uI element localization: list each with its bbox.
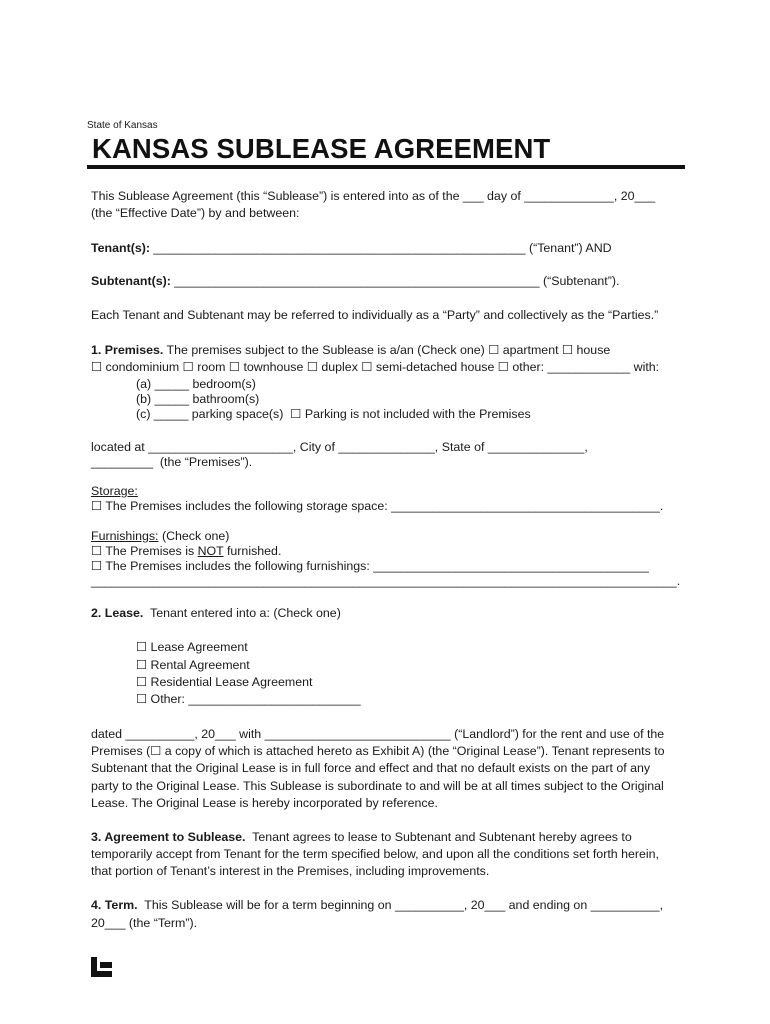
premises-line-1-text: The premises subject to the Sublease is a/an (Check one) ☐ apartment ☐ house (163, 343, 611, 357)
premises-heading: 1. Premises. (91, 343, 164, 357)
party-sentence: Each Tenant and Subtenant may be referred to individually as a “Party” and collectively as the “Parties.” (91, 308, 659, 322)
tenant-label: Tenant(s): (91, 241, 150, 255)
premises-item-c: (c) _____ parking space(s) ☐ Parking is not included with the Premises (136, 407, 531, 421)
storage-label: Storage: (91, 484, 138, 498)
intro-line-2: (the “Effective Date”) by and between: (91, 206, 300, 220)
lease-option: ☐ Residential Lease Agreement (136, 675, 313, 689)
lease-para-line: Lease. The Original Lease is hereby incorporated by reference. (91, 796, 438, 810)
located-line-2: _________ (the “Premises”). (91, 455, 253, 469)
intro-line-1: This Sublease Agreement (this “Sublease”) is entered into as of the ___ day of _____________, 20___ (91, 189, 656, 203)
term-line-2: 20___ (the “Term”). (91, 916, 198, 930)
lease-para-line: Subtenant that the Original Lease is in full force and effect and that no default exists on the part of any (91, 761, 651, 775)
state-label: State of Kansas (87, 120, 158, 131)
not-word: NOT (197, 544, 224, 558)
lease-para-line: party to the Original Lease. This Sublease is subordinate to and will be at all times subject to the Original (91, 779, 664, 793)
lease-heading-line (91, 606, 341, 621)
subtenant-line (91, 274, 619, 289)
premises-line-2: ☐ condominium ☐ room ☐ townhouse ☐ duplex ☐ semi-detached house ☐ other: ____________ with: (91, 360, 660, 374)
premises-line-1 (91, 343, 610, 358)
not-furnished-pre: ☐ The Premises is (91, 544, 198, 558)
subtenant-label: Subtenant(s): (91, 274, 171, 288)
title-rule (87, 165, 685, 169)
furnishings-label: Furnishings: (91, 529, 159, 543)
furnishings-line: ☐ The Premises includes the following furnishings: ________________________________________ (91, 559, 649, 573)
lease-heading: 2. Lease. (91, 606, 144, 620)
lease-para-line: Premises (☐ a copy of which is attached hereto as Exhibit A) (the “Original Lease”). Tenant represents to (91, 744, 665, 758)
agreement-line-2: temporarily accept from Tenant for the term specified below, and upon all the conditions set forth herein, (91, 847, 659, 861)
lease-option: ☐ Rental Agreement (136, 658, 250, 672)
tenant-line (91, 241, 612, 256)
agreement-line-3: that portion of Tenant’s interest in the Premises, including improvements. (91, 864, 490, 878)
agreement-line-1 (91, 830, 632, 845)
not-furnished-post: furnished. (223, 544, 282, 558)
term-heading: 4. Term. (91, 898, 138, 912)
agreement-line-1-text: Tenant agrees to lease to Subtenant and Subtenant hereby agrees to (245, 830, 632, 844)
lease-option: ☐ Lease Agreement (136, 640, 248, 654)
term-line-1 (91, 898, 663, 913)
agreement-heading: 3. Agreement to Sublease. (91, 830, 246, 844)
term-line-1-text: This Sublease will be for a term beginning on __________, 20___ and ending on __________, (137, 898, 664, 912)
premises-item-a: (a) _____ bedroom(s) (136, 377, 256, 391)
lease-para-line: dated __________, 20___ with ___________________________ (“Landlord”) for the rent and use of the (91, 727, 665, 741)
brand-logo-icon (91, 957, 112, 977)
subtenant-field: _____________________________________________________ (“Subtenant”). (170, 274, 620, 288)
premises-item-b: (b) _____ bathroom(s) (136, 392, 260, 406)
located-line-1: located at _____________________, City of ______________, State of ______________, (91, 440, 588, 454)
not-furnished-line (91, 544, 281, 559)
furnishings-line-2: _____________________________________________________________________________________. (91, 574, 681, 588)
furnishings-heading (91, 529, 229, 544)
lease-heading-text: Tenant entered into a: (Check one) (143, 606, 341, 620)
document-title: KANSAS SUBLEASE AGREEMENT (92, 133, 551, 164)
furnishings-check-one: (Check one) (158, 529, 230, 543)
storage-line: ☐ The Premises includes the following storage space: _______________________________________. (91, 499, 664, 513)
lease-option: ☐ Other: _________________________ (136, 692, 361, 706)
tenant-field: ______________________________________________________ (“Tenant”) AND (149, 241, 612, 255)
